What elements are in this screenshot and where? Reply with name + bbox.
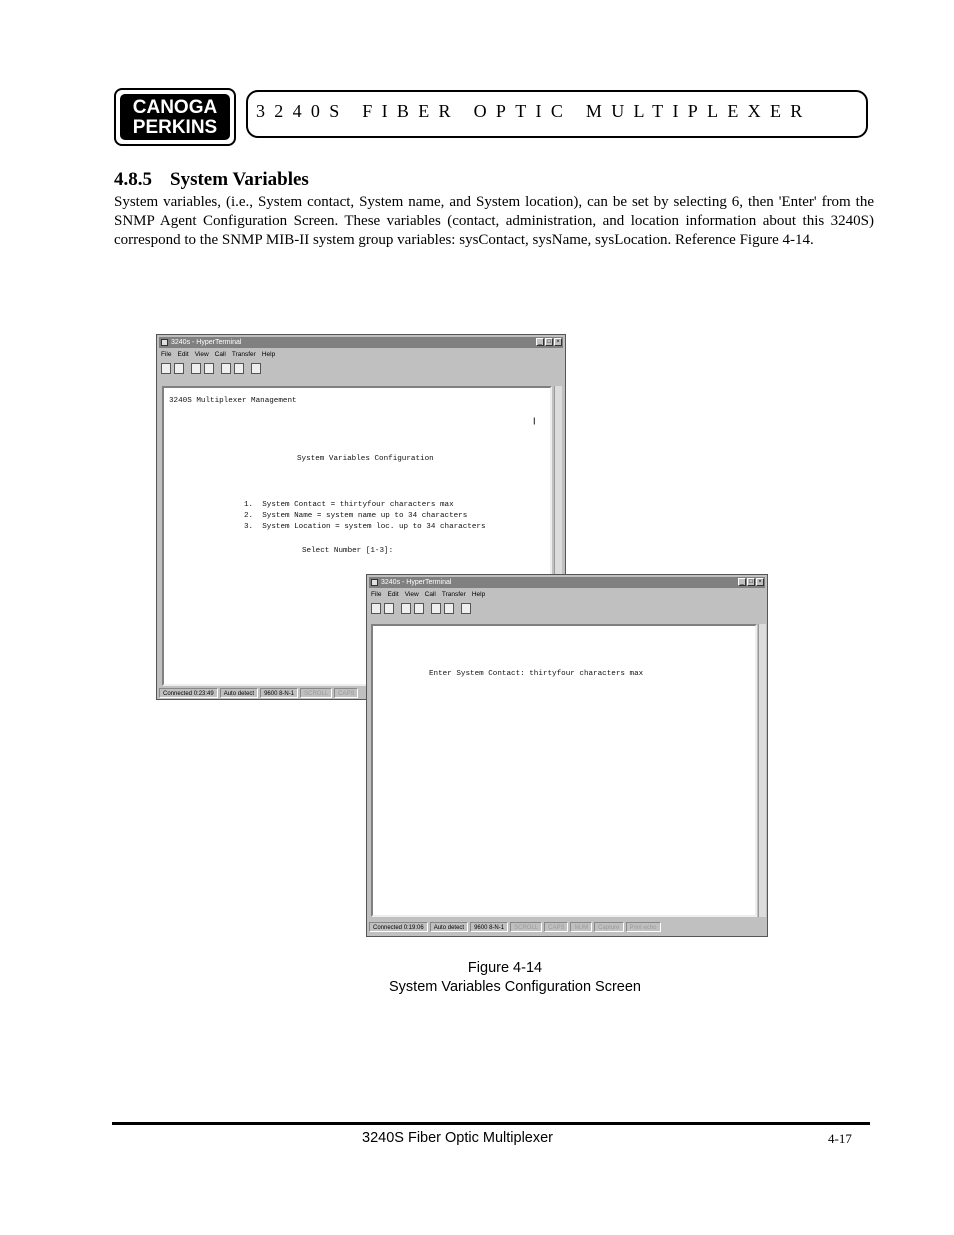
minimize-icon[interactable]: _ xyxy=(536,338,544,346)
status-auto-detect: Auto detect xyxy=(220,688,258,698)
banner-title: 3240S FIBER OPTIC MULTIPLEXER xyxy=(256,101,812,121)
send-icon[interactable] xyxy=(221,363,231,374)
open-icon[interactable] xyxy=(174,363,184,374)
window-1-toolbar xyxy=(161,363,261,377)
section-title: System Variables xyxy=(170,169,309,190)
window-1-menubar xyxy=(161,350,275,360)
properties-icon[interactable] xyxy=(461,603,471,614)
status-caps: CAPS xyxy=(544,922,568,932)
terminal-option-3: 3. System Location = system loc. up to 34 characters xyxy=(244,523,486,531)
text-cursor: | xyxy=(532,418,537,426)
new-icon[interactable] xyxy=(371,603,381,614)
window-2-menubar xyxy=(371,590,485,600)
menu-file[interactable]: File xyxy=(371,591,382,598)
window-2-title: 3240s - HyperTerminal xyxy=(381,579,452,586)
status-baud: 9600 8-N-1 xyxy=(470,922,508,932)
section-heading xyxy=(114,169,309,191)
connect-icon[interactable] xyxy=(401,603,411,614)
logo-line-2: PERKINS xyxy=(132,117,218,138)
footer-rule xyxy=(112,1122,870,1125)
send-icon[interactable] xyxy=(431,603,441,614)
menu-call[interactable]: Call xyxy=(214,351,226,358)
hyperterminal-app-icon xyxy=(161,339,168,346)
menu-edit[interactable]: Edit xyxy=(177,351,189,358)
properties-icon[interactable] xyxy=(251,363,261,374)
status-capture: Capture xyxy=(594,922,623,932)
status-auto-detect: Auto detect xyxy=(430,922,468,932)
terminal-option-1: 1. System Contact = thirtyfour characters max xyxy=(244,501,454,509)
terminal-option-2: 2. System Name = system name up to 34 characters xyxy=(244,512,468,520)
menu-edit[interactable]: Edit xyxy=(387,591,399,598)
new-icon[interactable] xyxy=(161,363,171,374)
window-2-titlebar[interactable] xyxy=(369,577,765,588)
menu-help[interactable]: Help xyxy=(471,591,486,598)
figure-label: Figure 4-14 xyxy=(467,960,543,976)
disconnect-icon[interactable] xyxy=(204,363,214,374)
receive-icon[interactable] xyxy=(444,603,454,614)
status-num: NUM xyxy=(570,922,592,932)
status-connected: Connected 0:19:06 xyxy=(369,922,428,932)
terminal-contact-prompt: Enter System Contact: thirtyfour characters max xyxy=(429,670,644,678)
status-scroll: SCROLL xyxy=(510,922,542,932)
window-1-title: 3240s - HyperTerminal xyxy=(171,339,242,346)
status-scroll: SCROLL xyxy=(300,688,332,698)
window-2-terminal[interactable] xyxy=(371,624,757,917)
disconnect-icon[interactable] xyxy=(414,603,424,614)
hyperterminal-app-icon xyxy=(371,579,378,586)
header-banner xyxy=(246,90,868,138)
window-2-scrollbar[interactable] xyxy=(758,624,766,917)
window-1-titlebar[interactable] xyxy=(159,337,563,348)
close-icon[interactable]: × xyxy=(756,578,764,586)
window-2-statusbar xyxy=(369,922,765,932)
status-caps: CAPS xyxy=(334,688,358,698)
receive-icon[interactable] xyxy=(234,363,244,374)
menu-help[interactable]: Help xyxy=(261,351,276,358)
status-connected: Connected 0:23:49 xyxy=(159,688,218,698)
status-print-echo: Print echo xyxy=(626,922,661,932)
menu-transfer[interactable]: Transfer xyxy=(231,351,256,358)
terminal-header-line: 3240S Multiplexer Management xyxy=(169,397,297,405)
logo-line-1: CANOGA xyxy=(132,97,218,118)
terminal-select-prompt: Select Number [1-3]: xyxy=(302,547,394,555)
footer-title: 3240S Fiber Optic Multiplexer xyxy=(362,1130,553,1146)
terminal-title-line: System Variables Configuration xyxy=(297,455,434,463)
menu-file[interactable]: File xyxy=(161,351,172,358)
menu-view[interactable]: View xyxy=(194,351,209,358)
canoga-perkins-logo xyxy=(114,88,236,146)
close-icon[interactable]: × xyxy=(554,338,562,346)
page-number: 4-17 xyxy=(828,1131,852,1146)
section-paragraph: System variables, (i.e., System contact, System name, and System location), can be set by selecting 6, then 'Enter' from the SNMP Agent Configuration Screen. These variables (contact, administration, and location information about this 3240S) correspond to the SNMP MIB-II system group variables: sysContact, sysName, sysLocation. Reference Figure 4-14. xyxy=(114,194,874,248)
menu-transfer[interactable]: Transfer xyxy=(441,591,466,598)
maximize-icon[interactable]: □ xyxy=(747,578,755,586)
connect-icon[interactable] xyxy=(191,363,201,374)
menu-call[interactable]: Call xyxy=(424,591,436,598)
window-2-toolbar xyxy=(371,603,471,617)
open-icon[interactable] xyxy=(384,603,394,614)
figure-caption: System Variables Configuration Screen xyxy=(389,979,641,995)
maximize-icon[interactable]: □ xyxy=(545,338,553,346)
hyperterminal-window-2 xyxy=(366,574,768,937)
menu-view[interactable]: View xyxy=(404,591,419,598)
minimize-icon[interactable]: _ xyxy=(738,578,746,586)
status-baud: 9600 8-N-1 xyxy=(260,688,298,698)
section-number: 4.8.5 xyxy=(114,169,152,190)
